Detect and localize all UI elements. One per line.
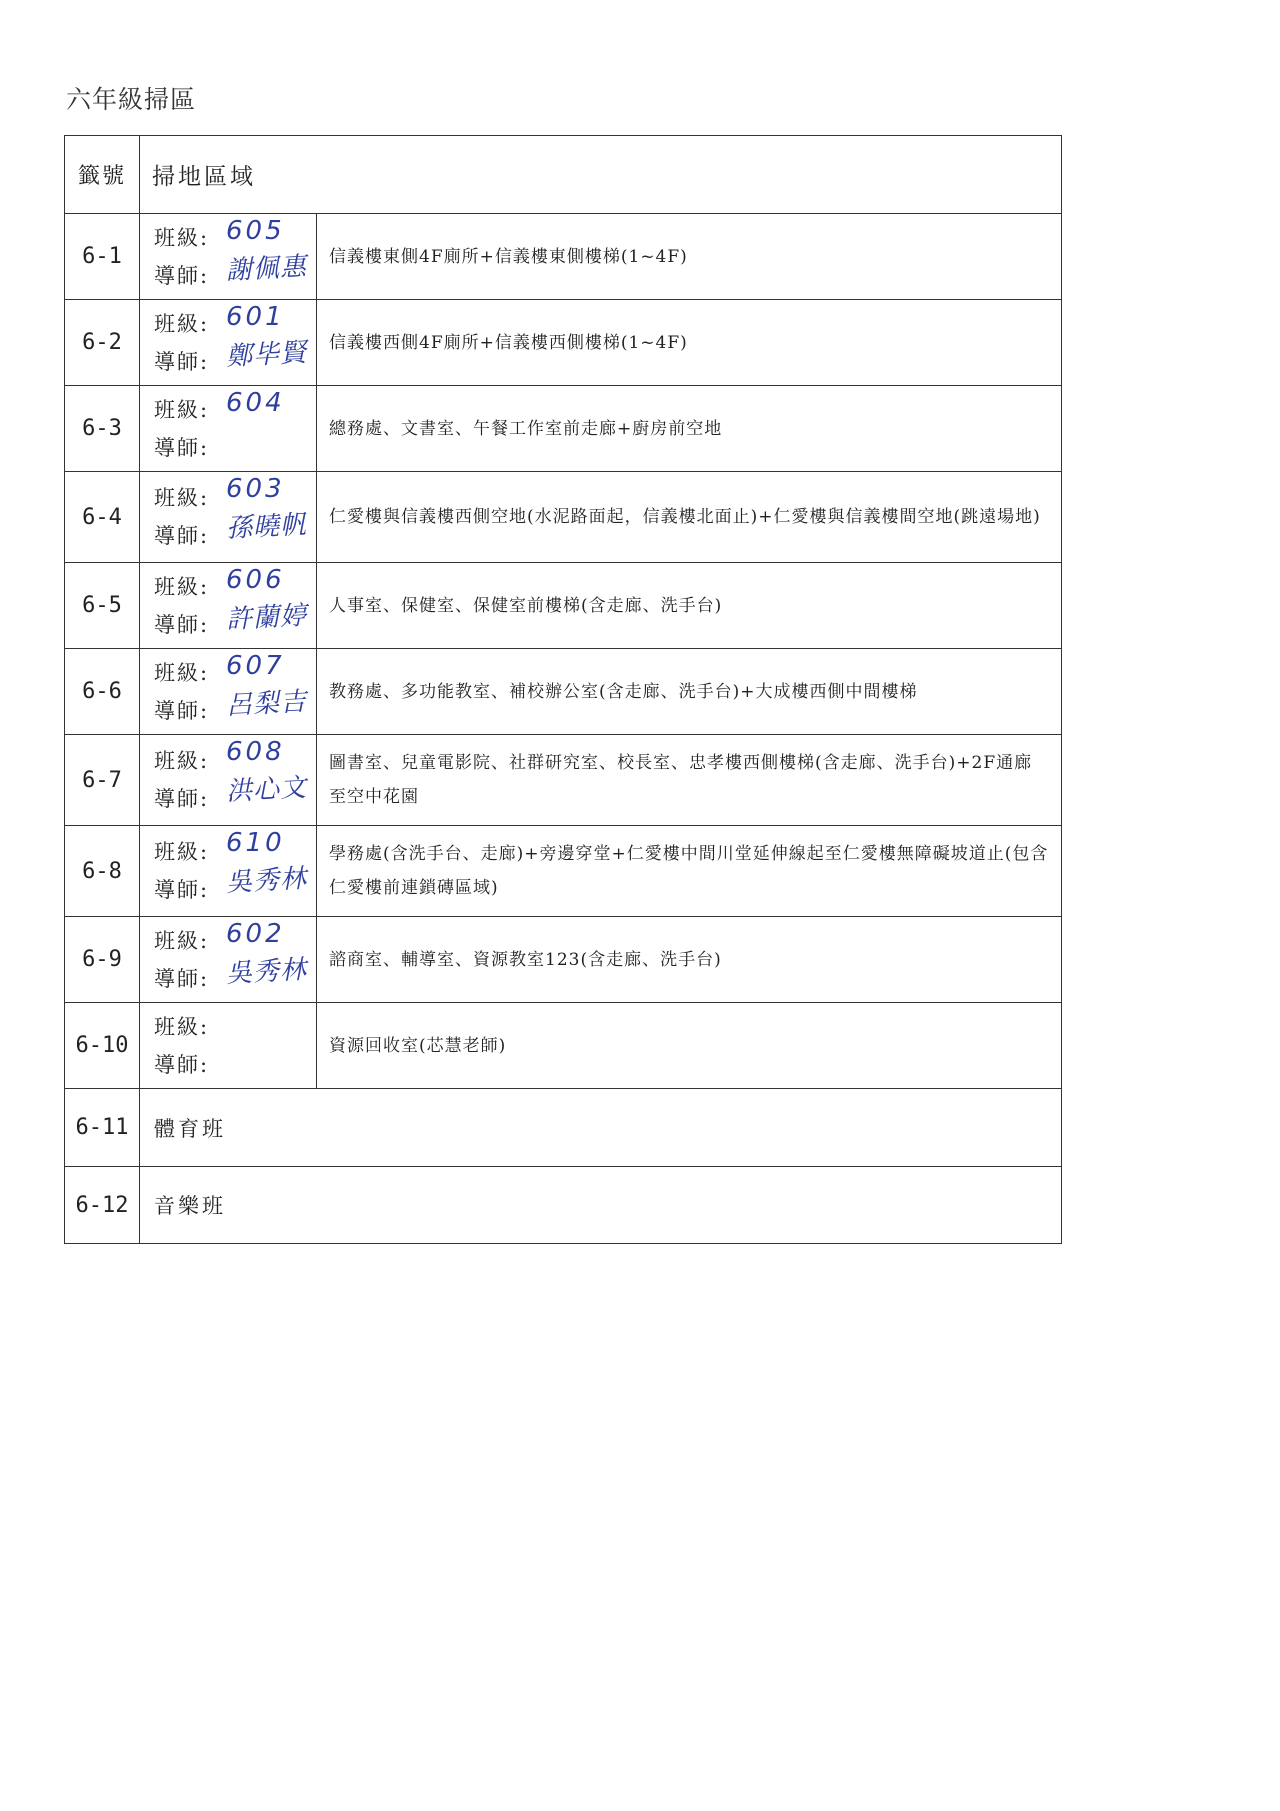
class-label: 班級: [154, 225, 210, 250]
lot-number: 6-11 [65, 1089, 140, 1167]
teacher-label: 導師: [154, 612, 210, 637]
class-teacher-cell [140, 563, 317, 649]
class-teacher-cell [140, 735, 317, 826]
lot-number: 6-2 [65, 300, 140, 386]
lot-number: 6-4 [65, 472, 140, 563]
table-row [65, 563, 1062, 649]
handwritten-class-number: 606 [226, 565, 285, 595]
handwritten-teacher-name: 呂梨吉 [225, 686, 308, 722]
teacher-label: 導師: [154, 435, 210, 460]
table-row [65, 735, 1062, 826]
table-header-row [65, 136, 1062, 214]
handwritten-teacher-name: 鄭毕賢 [225, 337, 308, 373]
cleaning-area: 信義樓西側4F廁所+信義樓西側樓梯(1~4F) [317, 300, 1062, 386]
handwritten-class-number: 607 [226, 651, 285, 681]
table-row [65, 1003, 1062, 1089]
table-row [65, 214, 1062, 300]
table-row [65, 826, 1062, 917]
lot-number: 6-6 [65, 649, 140, 735]
handwritten-teacher-name: 吳秀林 [225, 863, 308, 899]
table-row [65, 472, 1062, 563]
lot-number: 6-7 [65, 735, 140, 826]
table-row [65, 1167, 1062, 1244]
lot-number: 6-9 [65, 917, 140, 1003]
teacher-label: 導師: [154, 524, 210, 548]
header-area: 掃地區域 [140, 136, 1062, 214]
special-class-name: 體育班 [140, 1089, 1062, 1167]
handwritten-class-number: 605 [226, 216, 285, 246]
cleaning-area: 人事室、保健室、保健室前樓梯(含走廊、洗手台) [317, 563, 1062, 649]
lot-number: 6-10 [65, 1003, 140, 1089]
handwritten-teacher-name: 吳秀林 [225, 954, 308, 990]
table-row [65, 386, 1062, 472]
class-teacher-cell [140, 917, 317, 1003]
class-teacher-cell [140, 214, 317, 300]
table-row [65, 1089, 1062, 1167]
page-title: 六年級掃區 [66, 85, 197, 114]
table-row [65, 917, 1062, 1003]
table-row [65, 300, 1062, 386]
lot-number: 6-5 [65, 563, 140, 649]
class-teacher-cell [140, 826, 317, 917]
teacher-label: 導師: [154, 349, 210, 374]
handwritten-teacher-name: 謝佩惠 [225, 251, 308, 287]
cleaning-area: 教務處、多功能教室、補校辦公室(含走廊、洗手台)+大成樓西側中間樓梯 [317, 649, 1062, 735]
class-label: 班級: [154, 1014, 210, 1039]
class-teacher-cell [140, 472, 317, 563]
class-teacher-cell [140, 300, 317, 386]
handwritten-class-number: 601 [226, 302, 285, 332]
cleaning-area: 諮商室、輔導室、資源教室123(含走廊、洗手台) [317, 917, 1062, 1003]
handwritten-class-number: 608 [226, 737, 285, 767]
lot-number: 6-8 [65, 826, 140, 917]
class-teacher-cell [140, 386, 317, 472]
class-label: 班級: [154, 660, 210, 685]
teacher-label: 導師: [154, 966, 210, 991]
class-label: 班級: [154, 397, 210, 422]
cleaning-area: 仁愛樓與信義樓西側空地(水泥路面起，信義樓北面止)+仁愛樓與信義樓間空地(跳遠場地) [317, 472, 1062, 563]
handwritten-teacher-name: 洪心文 [225, 772, 308, 808]
handwritten-class-number: 610 [226, 828, 285, 858]
cleaning-area: 信義樓東側4F廁所+信義樓東側樓梯(1~4F) [317, 214, 1062, 300]
teacher-label: 導師: [154, 698, 210, 723]
teacher-label: 導師: [154, 878, 210, 902]
class-label: 班級: [154, 928, 210, 953]
handwritten-class-number: 604 [226, 388, 285, 418]
handwritten-teacher-name: 許蘭婷 [225, 600, 308, 636]
teacher-label: 導師: [154, 263, 210, 288]
cleaning-area: 學務處(含洗手台、走廊)+旁邊穿堂+仁愛樓中間川堂延伸線起至仁愛樓無障礙坡道止(包含仁愛樓前連鎖磚區域) [317, 826, 1062, 917]
class-label: 班級: [154, 574, 210, 599]
class-label: 班級: [154, 486, 210, 510]
class-teacher-cell [140, 1003, 317, 1089]
cleaning-area: 總務處、文書室、午餐工作室前走廊+廚房前空地 [317, 386, 1062, 472]
teacher-label: 導師: [154, 1052, 210, 1077]
handwritten-class-number: 602 [226, 919, 285, 949]
header-number: 籤號 [65, 136, 140, 214]
handwritten-teacher-name: 孫曉帆 [225, 509, 308, 545]
class-teacher-cell [140, 649, 317, 735]
class-label: 班級: [154, 311, 210, 336]
teacher-label: 導師: [154, 787, 210, 811]
special-class-name: 音樂班 [140, 1167, 1062, 1244]
handwritten-class-number: 603 [226, 474, 285, 504]
lot-number: 6-12 [65, 1167, 140, 1244]
table-row [65, 649, 1062, 735]
lot-number: 6-3 [65, 386, 140, 472]
cleaning-area: 圖書室、兒童電影院、社群研究室、校長室、忠孝樓西側樓梯(含走廊、洗手台)+2F通廊至空中花園 [317, 735, 1062, 826]
cleaning-area: 資源回收室(芯慧老師) [317, 1003, 1062, 1089]
class-label: 班級: [154, 840, 210, 864]
lot-number: 6-1 [65, 214, 140, 300]
cleaning-area-table [64, 135, 1062, 1244]
class-label: 班級: [154, 749, 210, 773]
